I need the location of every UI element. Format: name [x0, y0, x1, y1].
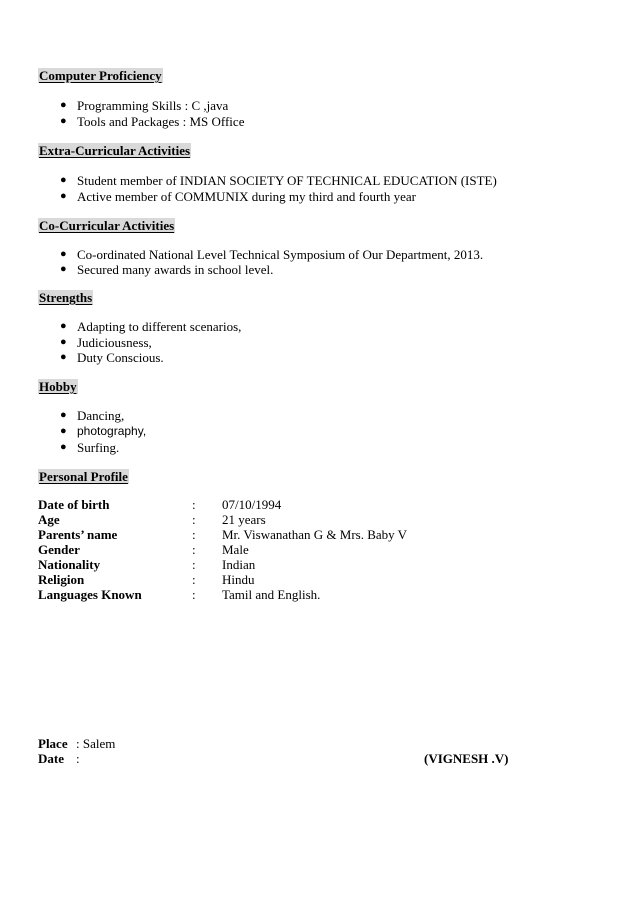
computer-proficiency-heading: Computer Proficiency — [39, 68, 162, 83]
bullet-icon: ● — [60, 248, 67, 260]
strengths-heading: Strengths — [39, 290, 93, 305]
profile-row-religion: Religion : Hindu — [38, 572, 255, 587]
bullet-icon: ● — [60, 425, 67, 437]
bullet-icon: ● — [60, 441, 67, 453]
hobby-heading: Hobby — [39, 379, 77, 394]
profile-row-languages: Languages Known : Tamil and English. — [38, 587, 321, 602]
bullet-icon: ● — [60, 263, 67, 275]
extra-curricular-heading: Extra-Curricular Activities — [39, 143, 191, 158]
signature-name: (VIGNESH .V) — [424, 751, 509, 766]
profile-row-parents: Parents’ name : Mr. Viswanathan G & Mrs. Baby V — [38, 527, 408, 542]
resume-page: Computer Proficiency ● Programming Skills : C ,java ● Tools and Packages : MS Office Extra-Curricular Activities ● Student member of INDIAN SOCIETY OF TECHNICAL EDUCATION (ISTE) ● Active member of COMMUNIX during my third and fourth year Co-Curricular Activities ● Co-ordinated National Level Technical Symposium of Our Department, 2013. ● Secured many awards in school level. Strengths ● Adapting to different scenarios, ● Judiciousness, ● Duty Conscious. Hobby ● Dancing, ● photography, ● Surfing. Personal Profile Date of birth : 07/10/1994 Age : 21 years Parents’ name : Mr. Viswanathan G & Mrs. Baby V Gender : Male Nationality : Indian Religion : Hindu Languages Known : Tamil and English. Place : Salem Date : (VIGNESH .V) — [0, 0, 638, 902]
bullet-icon: ● — [60, 351, 67, 363]
profile-row-age: Age : 21 years — [38, 512, 266, 527]
bullet-icon: ● — [60, 115, 67, 127]
date-line: Date : — [38, 751, 80, 766]
bullet-icon: ● — [60, 409, 67, 421]
bullet-icon: ● — [60, 99, 67, 111]
co-curricular-heading: Co-Curricular Activities — [39, 218, 175, 233]
bullet-icon: ● — [60, 174, 67, 186]
profile-row-dob: Date of birth : 07/10/1994 — [38, 497, 282, 512]
bullet-icon: ● — [60, 190, 67, 202]
profile-row-gender: Gender : Male — [38, 542, 249, 557]
bullet-icon: ● — [60, 320, 67, 332]
profile-row-nationality: Nationality : Indian — [38, 557, 256, 572]
bullet-icon: ● — [60, 336, 67, 348]
personal-profile-heading: Personal Profile — [39, 469, 128, 484]
place-line: Place : Salem — [38, 736, 116, 751]
